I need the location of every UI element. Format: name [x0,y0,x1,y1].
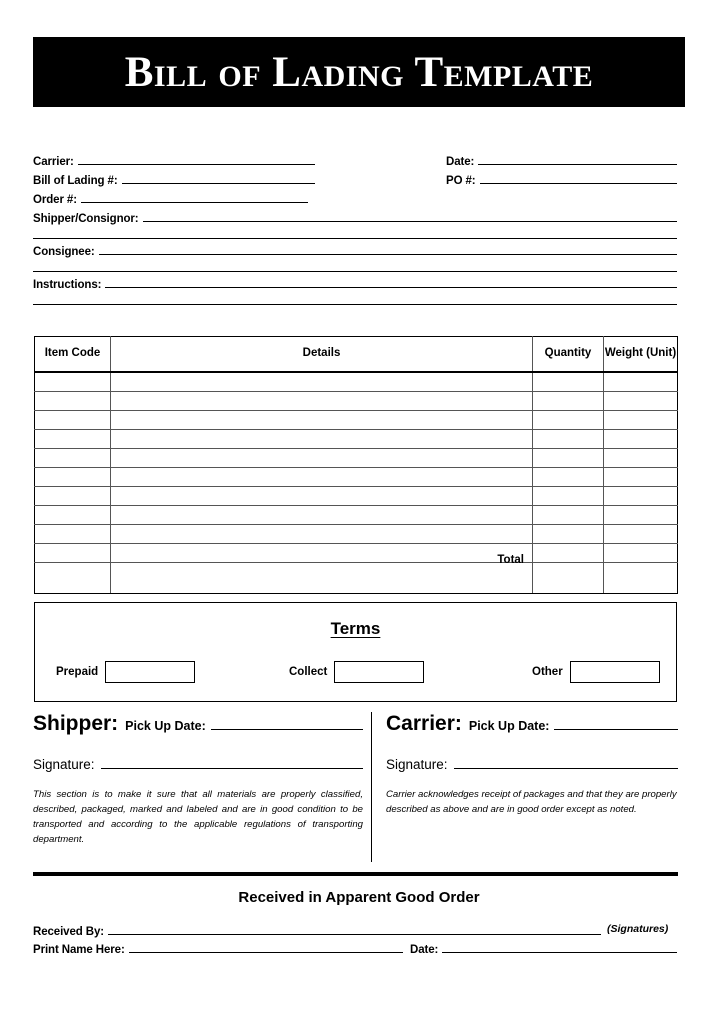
field-po-number-label: PO #: [446,175,476,187]
cell-quantity[interactable] [533,372,604,392]
cell-item-code[interactable] [35,430,111,449]
field-received-date-input[interactable] [442,941,677,953]
field-instructions[interactable] [33,276,677,291]
column-header-item-code: Item Code [35,337,111,373]
section-divider-thick [33,872,678,876]
field-consignee[interactable] [33,243,677,258]
table-row [35,449,678,468]
received-heading: Received in Apparent Good Order [238,889,480,906]
terms-option-collect-label: Collect [289,666,328,678]
total-quantity-cell[interactable] [533,563,604,594]
cell-details[interactable] [111,544,533,563]
shipper-signature-input[interactable] [101,756,363,769]
terms-option-prepaid[interactable] [56,661,195,683]
cell-item-code[interactable] [35,544,111,563]
field-instructions-label: Instructions: [33,279,102,291]
cell-details[interactable] [111,506,533,525]
shipper-signature-field[interactable] [33,756,363,772]
signatures-note: (Signatures) [607,923,669,935]
cell-item-code[interactable] [35,372,111,392]
field-consignee-input-line2[interactable] [33,271,677,272]
carrier-pickup-date-label: Pick Up Date: [468,719,550,733]
cell-quantity[interactable] [533,411,604,430]
shipper-header [33,712,363,736]
cell-weight[interactable] [604,544,678,563]
field-order-number-input[interactable] [81,191,308,203]
cell-quantity[interactable] [533,544,604,563]
cell-item-code[interactable] [35,563,111,594]
field-received-by[interactable] [33,923,601,938]
cell-details[interactable] [111,449,533,468]
table-row [35,372,678,392]
field-shipper-consignor-input[interactable] [143,210,677,222]
shipper-section [33,712,363,847]
field-received-date[interactable] [410,941,677,956]
cell-details[interactable] [111,392,533,411]
carrier-signature-label: Signature: [386,757,448,772]
field-carrier-input[interactable] [78,153,315,165]
cell-details[interactable] [111,411,533,430]
carrier-signature-input[interactable] [454,756,678,769]
terms-option-collect-box[interactable] [334,661,424,683]
field-shipper-consignor-label: Shipper/Consignor: [33,213,139,225]
field-date-input[interactable] [478,153,677,165]
total-label-cell [111,554,533,594]
cell-details[interactable] [111,525,533,544]
field-received-by-label: Received By: [33,926,105,938]
cell-weight[interactable] [604,449,678,468]
column-header-details: Details [111,337,533,373]
items-table-body [35,372,678,594]
field-date-label: Date: [446,156,475,168]
field-bill-of-lading-number-input[interactable] [122,172,315,184]
shipper-pickup-date-label: Pick Up Date: [125,719,206,733]
terms-option-other[interactable] [532,661,660,683]
cell-quantity[interactable] [533,487,604,506]
column-header-quantity: Quantity [533,337,604,373]
carrier-section [386,712,678,818]
field-bill-of-lading-number-label: Bill of Lading #: [33,175,118,187]
terms-options-row [35,661,676,683]
field-print-name-input[interactable] [129,941,403,953]
cell-item-code[interactable] [35,468,111,487]
cell-item-code[interactable] [35,449,111,468]
field-po-number[interactable] [446,172,677,187]
shipper-signature-label: Signature: [33,757,95,772]
field-consignee-label: Consignee: [33,246,95,258]
terms-option-prepaid-box[interactable] [105,661,195,683]
table-total-row [35,563,678,594]
cell-weight[interactable] [604,411,678,430]
field-instructions-input-line2[interactable] [33,304,677,305]
cell-item-code[interactable] [35,411,111,430]
document-title-banner [33,37,685,107]
cell-details[interactable] [111,487,533,506]
table-row [35,506,678,525]
table-row [35,468,678,487]
field-consignee-input[interactable] [99,243,677,255]
total-label: Total [497,554,524,566]
field-carrier-label: Carrier: [33,156,74,168]
field-po-number-input[interactable] [480,172,677,184]
field-order-number-label: Order #: [33,194,77,206]
items-table-header-row [35,337,678,373]
terms-option-other-label: Other [532,666,563,678]
shipper-title: Shipper: [33,712,119,735]
terms-option-other-box[interactable] [570,661,660,683]
cell-item-code[interactable] [35,525,111,544]
field-received-date-label: Date: [410,944,439,956]
cell-item-code[interactable] [35,506,111,525]
terms-section [34,602,677,702]
field-carrier[interactable] [33,153,315,168]
field-order-number[interactable] [33,191,308,206]
cell-weight[interactable] [604,372,678,392]
total-weight-cell[interactable] [604,563,678,594]
carrier-signature-field[interactable] [386,756,678,772]
table-row [35,411,678,430]
cell-details[interactable] [111,468,533,487]
cell-details[interactable] [111,430,533,449]
cell-quantity[interactable] [533,525,604,544]
table-row [35,525,678,544]
field-print-name-label: Print Name Here: [33,944,125,956]
field-instructions-input[interactable] [105,276,677,288]
terms-heading: Terms [330,619,381,638]
cell-weight[interactable] [604,487,678,506]
cell-quantity[interactable] [533,506,604,525]
terms-option-prepaid-label: Prepaid [56,666,99,678]
table-row [35,487,678,506]
cell-weight[interactable] [604,506,678,525]
terms-option-collect[interactable] [289,661,424,683]
cell-quantity[interactable] [533,392,604,411]
cell-weight[interactable] [604,430,678,449]
field-shipper-consignor[interactable] [33,210,677,225]
field-received-by-input[interactable] [108,923,601,935]
field-print-name[interactable] [33,941,403,956]
field-bill-of-lading-number[interactable] [33,172,315,187]
page-title: Bill of Lading Template [124,48,594,96]
carrier-note: Carrier acknowledges receipt of packages and that they are properly described as above and are in good order except as noted. [386,789,677,815]
party-vertical-divider [371,712,372,862]
cell-quantity[interactable] [533,468,604,487]
cell-details[interactable] [111,372,533,392]
cell-quantity[interactable] [533,430,604,449]
shipper-note: This section is to make it sure that all materials are properly classified, described, packaged, marked and labeled and are in good condition to be transported and according to the applicable regulations of transporting department. [33,789,363,845]
field-date[interactable] [446,153,677,168]
cell-quantity[interactable] [533,449,604,468]
cell-item-code[interactable] [35,487,111,506]
shipper-pickup-date-input[interactable] [211,717,363,730]
carrier-title: Carrier: [386,712,462,735]
column-header-weight: Weight (Unit) [604,337,678,373]
table-row [35,430,678,449]
carrier-pickup-date-input[interactable] [554,717,678,730]
cell-weight[interactable] [604,525,678,544]
cell-item-code[interactable] [35,392,111,411]
carrier-header [386,712,678,736]
table-row [35,392,678,411]
field-shipper-consignor-input-line2[interactable] [33,238,677,239]
cell-weight[interactable] [604,468,678,487]
cell-weight[interactable] [604,392,678,411]
table-row [35,544,678,563]
items-table [34,336,678,594]
